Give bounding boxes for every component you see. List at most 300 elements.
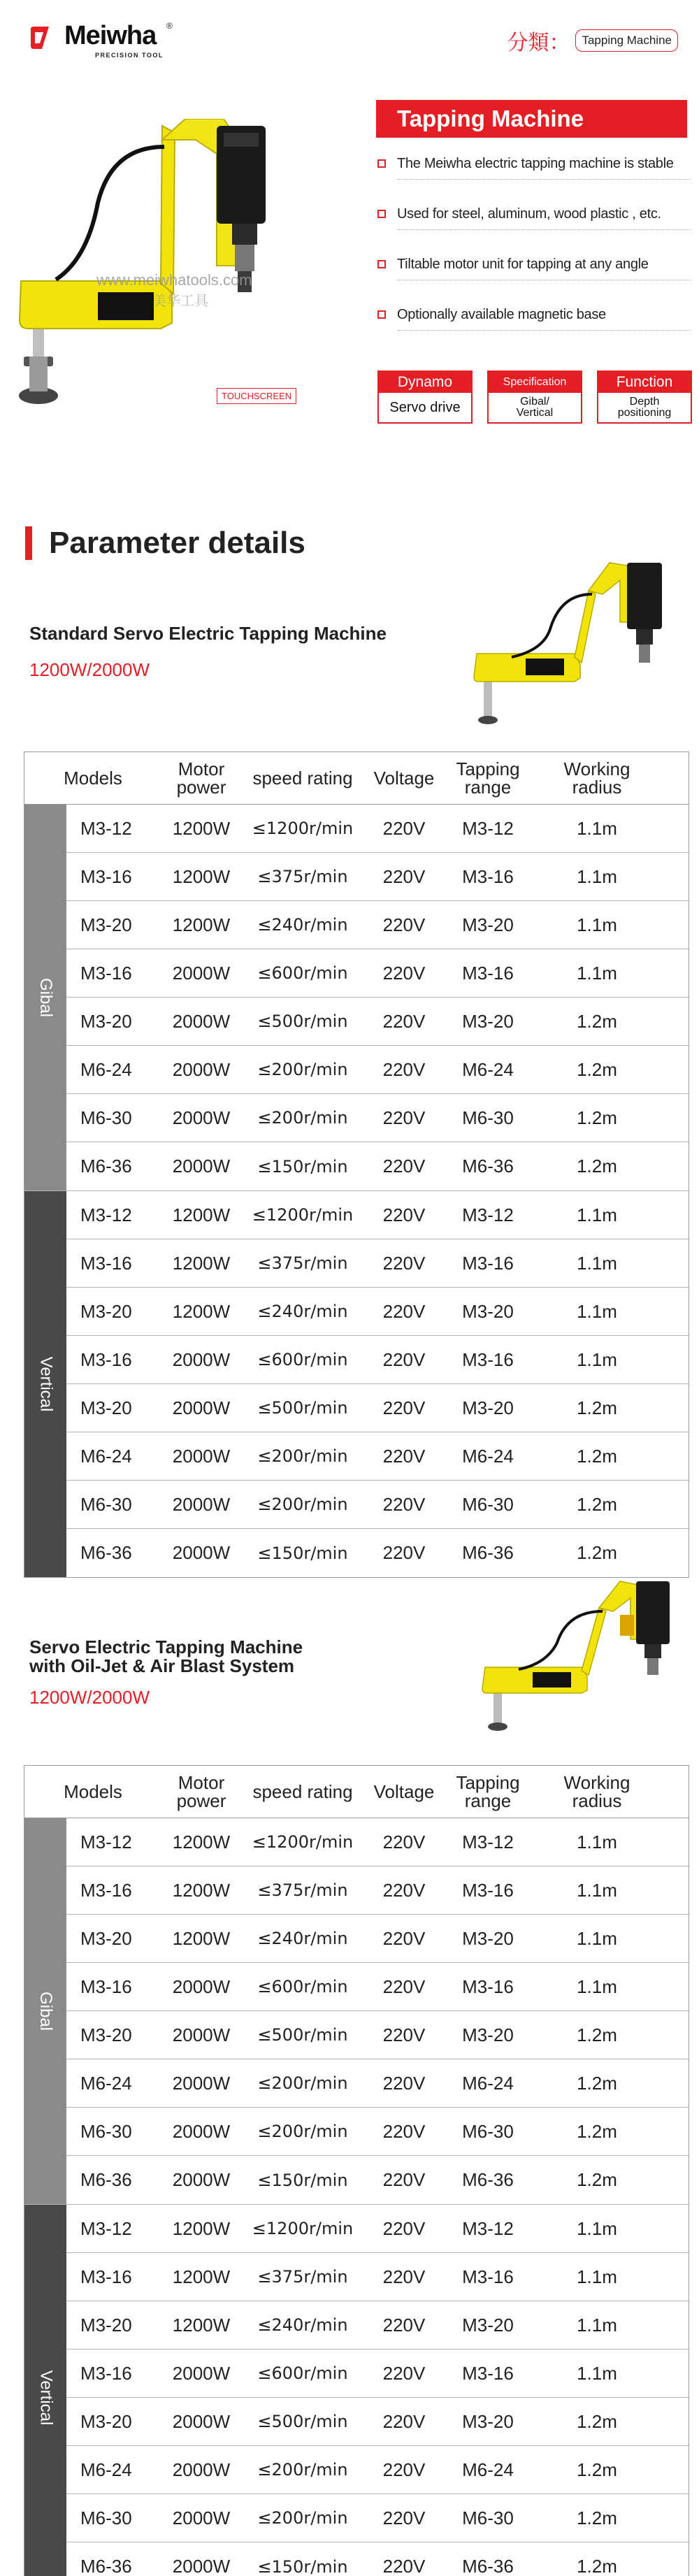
cell-working-radius: 1.2m — [577, 2120, 617, 2142]
cell-tapping-range: M3-20 — [462, 1300, 514, 1322]
cell-tapping-range: M6-30 — [462, 2507, 514, 2528]
cell-working-radius: 1.2m — [577, 1397, 617, 1418]
cell-working-radius: 1.2m — [577, 2556, 617, 2576]
cell-model: M3-12 — [80, 817, 132, 839]
cell-tapping-range: M3-12 — [462, 1204, 514, 1225]
cell-tapping-range: M3-20 — [462, 914, 514, 935]
category-badge[interactable]: Tapping Machine — [575, 29, 678, 52]
cell-working-radius: 1.2m — [577, 2169, 617, 2190]
cell-voltage: 220V — [382, 1542, 426, 1563]
table-row — [66, 1529, 689, 1577]
cell-voltage: 220V — [382, 914, 426, 935]
cell-tapping-range: M6-24 — [462, 1445, 514, 1467]
table-rows — [66, 2205, 689, 2576]
cell-motor-power: 2000W — [172, 2459, 231, 2480]
cell-tapping-range: M6-30 — [462, 2120, 514, 2142]
cell-voltage: 220V — [382, 1445, 426, 1467]
tag-body — [489, 393, 581, 422]
cell-voltage: 220V — [382, 1107, 426, 1128]
group-vertical — [24, 2204, 689, 2576]
cell-working-radius: 1.1m — [577, 1831, 617, 1852]
cell-voltage: 220V — [382, 1348, 426, 1370]
cell-speed: ≤200r/min — [257, 1495, 348, 1514]
table-row — [66, 1239, 689, 1288]
cell-tapping-range: M3-16 — [462, 2362, 514, 2384]
cell-tapping-range: M3-16 — [462, 962, 514, 984]
cell-working-radius: 1.1m — [577, 865, 617, 887]
cell-voltage: 220V — [382, 2217, 426, 2239]
cell-model: M3-12 — [80, 1831, 132, 1852]
cell-model: M3-16 — [80, 2362, 132, 2384]
feature-text: Used for steel, aluminum, wood plastic , etc. — [397, 206, 661, 222]
cell-tapping-range: M3-12 — [462, 817, 514, 839]
table-row — [66, 2301, 689, 2350]
cell-voltage: 220V — [382, 2266, 426, 2287]
bullet-icon — [377, 310, 386, 319]
cell-model: M3-20 — [80, 1927, 132, 1949]
cell-model: M6-24 — [80, 1445, 132, 1467]
table-row — [66, 998, 689, 1046]
watermark-url: www.meiwhatools.com — [96, 271, 252, 289]
group-gibal — [24, 805, 689, 1190]
touchscreen-label: TOUCHSCREEN — [217, 388, 296, 404]
cell-voltage: 220V — [382, 2169, 426, 2190]
table-header-row — [24, 752, 689, 805]
cell-speed: ≤150r/min — [257, 1543, 348, 1563]
cell-speed: ≤1200r/min — [252, 1205, 354, 1225]
cell-working-radius: 1.1m — [577, 2314, 617, 2336]
product1-image — [470, 552, 686, 727]
header-tapping-range — [444, 1766, 532, 1818]
cell-voltage: 220V — [382, 1879, 426, 1901]
cell-working-radius: 1.2m — [577, 2507, 617, 2528]
group-label-text: Gibal — [36, 977, 55, 1018]
cell-voltage: 220V — [382, 2459, 426, 2480]
cell-speed: ≤500r/min — [257, 1398, 348, 1418]
cell-motor-power: 2000W — [172, 1348, 231, 1370]
cell-motor-power: 1200W — [172, 1204, 231, 1225]
cell-model: M6-36 — [80, 2556, 132, 2576]
cell-speed: ≤1200r/min — [252, 819, 354, 838]
table-row — [66, 2108, 689, 2156]
brand-name: Meiwha — [64, 21, 157, 50]
table-row — [66, 1384, 689, 1432]
product2-title-line1: Servo Electric Tapping Machine — [29, 1636, 303, 1657]
cell-voltage: 220V — [382, 2314, 426, 2336]
section-accent-bar — [25, 526, 32, 560]
cell-model: M3-20 — [80, 914, 132, 935]
cell-speed: ≤150r/min — [257, 2556, 348, 2576]
cell-model: M3-12 — [80, 1204, 132, 1225]
header-range-line2: range — [464, 777, 512, 798]
cell-model: M3-16 — [80, 1976, 132, 1997]
cell-tapping-range: M6-30 — [462, 1493, 514, 1515]
cell-speed: ≤375r/min — [257, 1253, 348, 1273]
table-row — [66, 2398, 689, 2446]
feature-text: Optionally available magnetic base — [397, 307, 606, 322]
tag-body — [598, 393, 691, 422]
cell-motor-power: 2000W — [172, 2024, 231, 2045]
bullet-icon — [377, 210, 386, 218]
cell-speed: ≤240r/min — [257, 1302, 348, 1321]
header-tapping-range — [444, 752, 532, 804]
cell-working-radius: 1.2m — [577, 1010, 617, 1032]
header-motor-power — [161, 1766, 241, 1818]
cell-model: M6-24 — [80, 1058, 132, 1080]
cell-speed: ≤240r/min — [257, 1929, 348, 1948]
header-range-line2: range — [464, 1790, 512, 1811]
cell-model: M6-30 — [80, 1493, 132, 1515]
product1-title: Standard Servo Electric Tapping Machine — [29, 623, 387, 644]
cell-speed: ≤600r/min — [257, 1977, 348, 1996]
bullet-icon — [377, 159, 386, 168]
cell-voltage: 220V — [382, 1300, 426, 1322]
cell-model: M6-24 — [80, 2459, 132, 2480]
table-row — [66, 2446, 689, 2494]
cell-voltage: 220V — [382, 1252, 426, 1274]
header-working-radius — [532, 752, 662, 804]
tag-heading: Dynamo — [379, 372, 471, 393]
table-row — [66, 2253, 689, 2301]
cell-working-radius: 1.1m — [577, 1879, 617, 1901]
brand-registered-mark: ® — [166, 21, 173, 31]
cell-tapping-range: M6-36 — [462, 1156, 514, 1177]
cell-working-radius: 1.2m — [577, 2459, 617, 2480]
header-radius-line1: Working — [563, 1772, 630, 1793]
group-label — [24, 805, 66, 1190]
cell-motor-power: 1200W — [172, 865, 231, 887]
cell-motor-power: 1200W — [172, 1300, 231, 1322]
cell-speed: ≤200r/min — [257, 2460, 348, 2480]
cell-voltage: 220V — [382, 1010, 426, 1032]
cell-motor-power: 2000W — [172, 2410, 231, 2432]
header-motor-power-line1: Motor — [178, 758, 225, 779]
cell-model: M3-20 — [80, 2024, 132, 2045]
cell-motor-power: 2000W — [172, 1107, 231, 1128]
header-models: Models — [64, 768, 122, 789]
header-voltage: Voltage — [373, 768, 435, 789]
cell-voltage: 220V — [382, 1156, 426, 1177]
cell-voltage: 220V — [382, 817, 426, 839]
table-rows — [66, 805, 689, 1190]
cell-voltage: 220V — [382, 2556, 426, 2576]
table-header-row — [24, 1766, 689, 1818]
brand-tagline: PRECISION TOOL — [95, 52, 164, 59]
cell-tapping-range: M3-20 — [462, 1927, 514, 1949]
group-label-text: Gibal — [36, 1991, 55, 2031]
product2-image — [477, 1573, 686, 1734]
cell-voltage: 220V — [382, 1397, 426, 1418]
header-radius-line2: radius — [572, 1790, 622, 1811]
cell-working-radius: 1.2m — [577, 2072, 617, 2094]
table-row — [66, 1094, 689, 1142]
parameter-table-1 — [24, 751, 689, 1578]
cell-motor-power: 1200W — [172, 817, 231, 839]
tag-body: Servo drive — [389, 400, 461, 415]
cell-motor-power: 1200W — [172, 1879, 231, 1901]
cell-working-radius: 1.1m — [577, 2217, 617, 2239]
cell-motor-power: 2000W — [172, 2507, 231, 2528]
cell-motor-power: 2000W — [172, 1058, 231, 1080]
cell-model: M6-24 — [80, 2072, 132, 2094]
cell-tapping-range: M3-16 — [462, 2266, 514, 2287]
cell-motor-power: 2000W — [172, 1445, 231, 1467]
group-gibal — [24, 1818, 689, 2204]
cell-motor-power: 2000W — [172, 1156, 231, 1177]
cell-speed: ≤375r/min — [257, 2267, 348, 2287]
tag-body-line: Gibal/ — [520, 396, 549, 408]
cell-motor-power: 2000W — [172, 2120, 231, 2142]
tag-body-line: Vertical — [516, 407, 554, 419]
cell-speed: ≤200r/min — [257, 2073, 348, 2093]
table-row — [66, 1336, 689, 1384]
cell-speed: ≤200r/min — [257, 1060, 348, 1079]
cell-motor-power: 2000W — [172, 2072, 231, 2094]
cell-tapping-range: M6-36 — [462, 2556, 514, 2576]
brand-logo — [28, 21, 175, 59]
cell-motor-power: 2000W — [172, 2169, 231, 2190]
cell-voltage: 220V — [382, 1831, 426, 1852]
cell-voltage: 220V — [382, 2362, 426, 2384]
cell-voltage: 220V — [382, 2072, 426, 2094]
cell-motor-power: 2000W — [172, 1493, 231, 1515]
group-vertical — [24, 1190, 689, 1577]
cell-motor-power: 2000W — [172, 962, 231, 984]
cell-voltage: 220V — [382, 962, 426, 984]
cell-motor-power: 2000W — [172, 1976, 231, 1997]
header-motor-power-line2: power — [176, 777, 226, 798]
cell-speed: ≤375r/min — [257, 1880, 348, 1900]
category — [507, 25, 678, 56]
cell-working-radius: 1.2m — [577, 1156, 617, 1177]
cell-working-radius: 1.1m — [577, 962, 617, 984]
cell-speed: ≤200r/min — [257, 1446, 348, 1466]
cell-tapping-range: M3-16 — [462, 1348, 514, 1370]
cell-speed: ≤500r/min — [257, 2025, 348, 2045]
cell-model: M3-16 — [80, 1879, 132, 1901]
cell-model: M6-36 — [80, 2169, 132, 2190]
cell-tapping-range: M3-16 — [462, 1976, 514, 1997]
table-row — [66, 1432, 689, 1481]
header-voltage: Voltage — [373, 1781, 435, 1802]
cell-working-radius: 1.1m — [577, 1300, 617, 1322]
table-row — [66, 949, 689, 998]
table-row — [66, 1288, 689, 1336]
cell-working-radius: 1.1m — [577, 1348, 617, 1370]
table-row — [66, 1191, 689, 1239]
cell-tapping-range: M6-24 — [462, 1058, 514, 1080]
cell-working-radius: 1.2m — [577, 1542, 617, 1563]
tag-heading: Specification — [489, 372, 581, 393]
table-row — [66, 1915, 689, 1963]
cell-working-radius: 1.1m — [577, 2266, 617, 2287]
brand-logo-icon — [28, 24, 62, 52]
cell-speed: ≤150r/min — [257, 1156, 348, 1177]
feature-text: Tiltable motor unit for tapping at any angle — [397, 257, 649, 272]
cell-motor-power: 1200W — [172, 1927, 231, 1949]
cell-tapping-range: M6-24 — [462, 2459, 514, 2480]
feature-text: The Meiwha electric tapping machine is stable — [397, 156, 674, 171]
cell-speed: ≤240r/min — [257, 2315, 348, 2335]
cell-speed: ≤375r/min — [257, 867, 348, 886]
cell-voltage: 220V — [382, 2120, 426, 2142]
product2-title-line2: with Oil-Jet & Air Blast System — [29, 1655, 295, 1677]
parameter-table-2 — [24, 1765, 689, 2576]
cell-speed: ≤1200r/min — [252, 1832, 354, 1852]
cell-speed: ≤240r/min — [257, 915, 348, 935]
watermark-cn: 美华工具 — [152, 294, 208, 309]
cell-motor-power: 1200W — [172, 2217, 231, 2239]
tag-dynamo — [377, 370, 473, 424]
cell-working-radius: 1.1m — [577, 2362, 617, 2384]
cell-speed: ≤600r/min — [257, 1350, 348, 1369]
cell-model: M3-16 — [80, 2266, 132, 2287]
cell-voltage: 220V — [382, 2410, 426, 2432]
cell-tapping-range: M3-12 — [462, 1831, 514, 1852]
table-row — [66, 1481, 689, 1529]
cell-speed: ≤500r/min — [257, 2412, 348, 2431]
cell-voltage: 220V — [382, 1927, 426, 1949]
cell-model: M3-16 — [80, 1252, 132, 1274]
cell-tapping-range: M3-16 — [462, 865, 514, 887]
cell-working-radius: 1.1m — [577, 1252, 617, 1274]
tag-body-line: positioning — [617, 407, 672, 419]
cell-motor-power: 1200W — [172, 2314, 231, 2336]
table-row — [66, 901, 689, 949]
cell-motor-power: 1200W — [172, 2266, 231, 2287]
cell-motor-power: 1200W — [172, 1252, 231, 1274]
cell-tapping-range: M3-12 — [462, 2217, 514, 2239]
cell-motor-power: 1200W — [172, 914, 231, 935]
cell-model: M6-30 — [80, 1107, 132, 1128]
cell-working-radius: 1.2m — [577, 1058, 617, 1080]
group-label — [24, 1818, 66, 2204]
feature-item — [377, 305, 696, 355]
section-title: Parameter details — [49, 526, 305, 560]
cell-working-radius: 1.2m — [577, 1493, 617, 1515]
tag-specification — [487, 370, 582, 424]
cell-working-radius: 1.2m — [577, 1107, 617, 1128]
cell-speed: ≤200r/min — [257, 2508, 348, 2528]
table-row — [66, 2059, 689, 2108]
cell-working-radius: 1.2m — [577, 2024, 617, 2045]
table-row — [66, 2542, 689, 2576]
cell-voltage: 220V — [382, 1493, 426, 1515]
group-label — [24, 1191, 66, 1577]
cell-speed: ≤600r/min — [257, 963, 348, 983]
cell-voltage: 220V — [382, 2507, 426, 2528]
tag-body-line: Depth — [629, 396, 660, 408]
cell-tapping-range: M3-20 — [462, 2314, 514, 2336]
cell-voltage: 220V — [382, 865, 426, 887]
cell-model: M3-20 — [80, 1397, 132, 1418]
cell-tapping-range: M3-16 — [462, 1879, 514, 1901]
cell-working-radius: 1.1m — [577, 817, 617, 839]
cell-voltage: 220V — [382, 2024, 426, 2045]
cell-working-radius: 1.2m — [577, 1445, 617, 1467]
table-row — [66, 853, 689, 901]
header-range-line1: Tapping — [456, 758, 520, 779]
feature-list — [377, 154, 696, 355]
cell-tapping-range: M6-36 — [462, 2169, 514, 2190]
cell-motor-power: 2000W — [172, 2556, 231, 2576]
header-motor-power-line2: power — [176, 1790, 226, 1811]
cell-motor-power: 2000W — [172, 1010, 231, 1032]
feature-item — [377, 204, 696, 254]
cell-working-radius: 1.1m — [577, 1204, 617, 1225]
cell-voltage: 220V — [382, 1204, 426, 1225]
cell-motor-power: 1200W — [172, 1831, 231, 1852]
product-title: Tapping Machine — [376, 100, 687, 138]
divider — [397, 179, 691, 180]
cell-tapping-range: M6-30 — [462, 1107, 514, 1128]
cell-model: M6-30 — [80, 2120, 132, 2142]
cell-working-radius: 1.1m — [577, 914, 617, 935]
cell-speed: ≤150r/min — [257, 2170, 348, 2190]
header-speed: speed rating — [252, 768, 353, 789]
table-row — [66, 2205, 689, 2253]
cell-model: M3-16 — [80, 1348, 132, 1370]
cell-tapping-range: M3-16 — [462, 1252, 514, 1274]
table-rows — [66, 1818, 689, 2204]
table-row — [66, 1866, 689, 1915]
cell-working-radius: 1.1m — [577, 1927, 617, 1949]
section-header — [25, 526, 305, 561]
table-row — [66, 2011, 689, 2059]
cell-speed: ≤200r/min — [257, 1108, 348, 1128]
table-rows — [66, 1191, 689, 1577]
cell-motor-power: 2000W — [172, 2362, 231, 2384]
group-label-text: Vertical — [36, 2370, 56, 2426]
table-row — [66, 1818, 689, 1866]
cell-speed: ≤600r/min — [257, 2363, 348, 2383]
cell-motor-power: 2000W — [172, 1397, 231, 1418]
header-speed: speed rating — [252, 1781, 353, 1802]
cell-model: M3-16 — [80, 865, 132, 887]
cell-speed: ≤500r/min — [257, 1012, 348, 1031]
table-row — [66, 1963, 689, 2011]
table-row — [66, 2350, 689, 2398]
product1-power: 1200W/2000W — [29, 659, 150, 680]
group-label — [24, 2205, 66, 2576]
cell-working-radius: 1.2m — [577, 2410, 617, 2432]
tag-heading: Function — [598, 372, 691, 393]
cell-model: M3-20 — [80, 1010, 132, 1032]
tapping-machine-image — [14, 119, 356, 419]
product2-title — [29, 1638, 303, 1676]
spec-tags — [377, 370, 692, 424]
header-motor-power — [161, 752, 241, 804]
divider — [397, 330, 691, 331]
cell-tapping-range: M3-20 — [462, 2024, 514, 2045]
cell-model: M6-36 — [80, 1156, 132, 1177]
cell-model: M3-20 — [80, 2410, 132, 2432]
cell-tapping-range: M6-24 — [462, 2072, 514, 2094]
product2-power: 1200W/2000W — [29, 1687, 150, 1708]
tag-function — [597, 370, 692, 424]
cell-model: M6-30 — [80, 2507, 132, 2528]
header-radius-line2: radius — [572, 777, 622, 798]
cell-tapping-range: M3-20 — [462, 1397, 514, 1418]
cell-tapping-range: M3-20 — [462, 1010, 514, 1032]
table-row — [66, 2156, 689, 2204]
category-label: 分類： — [507, 31, 570, 55]
cell-model: M3-20 — [80, 2314, 132, 2336]
cell-voltage: 220V — [382, 1058, 426, 1080]
group-label-text: Vertical — [36, 1356, 56, 1412]
table-row — [66, 1046, 689, 1094]
cell-speed: ≤1200r/min — [252, 2219, 354, 2238]
